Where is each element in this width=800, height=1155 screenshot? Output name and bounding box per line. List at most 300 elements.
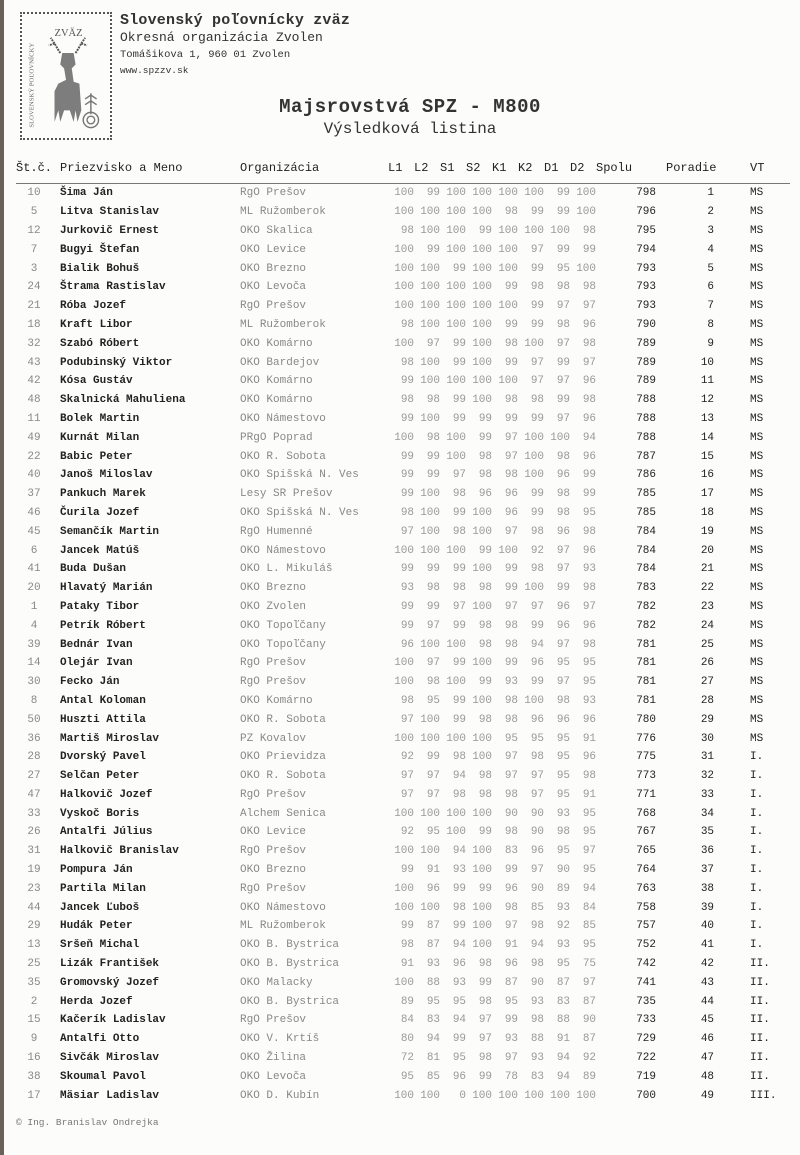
table-row: [16, 334, 790, 353]
score-k2: 99: [530, 619, 545, 632]
score-k1: 99: [504, 318, 519, 331]
competitor-name: Partila Milan: [60, 882, 146, 895]
score-d2: 98: [582, 281, 597, 294]
score-l2: 96: [426, 882, 441, 895]
start-number: 26: [27, 826, 41, 839]
organization: OKO V. Krtíš: [240, 1033, 320, 1046]
table-row: [16, 222, 790, 241]
score-s2: 100: [472, 187, 493, 200]
score-s2: 100: [472, 243, 493, 256]
organization: ML Ružomberok: [240, 206, 326, 219]
rank: 26: [700, 657, 715, 670]
score-l2: 98: [426, 582, 441, 595]
score-l1: 100: [394, 243, 415, 256]
score-l1: 98: [400, 318, 415, 331]
score-l2: 93: [426, 958, 441, 971]
score-d1: 93: [556, 807, 571, 820]
score-k1: 98: [504, 469, 519, 482]
rank: 14: [700, 431, 715, 444]
score-d2: 84: [582, 901, 597, 914]
score-d1: 95: [556, 770, 571, 783]
score-k2: 94: [530, 939, 545, 952]
score-l1: 100: [394, 807, 415, 820]
score-l2: 100: [420, 1089, 441, 1102]
organization: OKO Malacky: [240, 976, 313, 989]
score-l1: 100: [394, 676, 415, 689]
score-k1: 98: [504, 394, 519, 407]
rank: 22: [700, 582, 715, 595]
score-k2: 97: [530, 375, 545, 388]
score-l2: 83: [426, 1014, 441, 1027]
total-score: 758: [636, 901, 657, 914]
total-score: 784: [636, 544, 657, 557]
score-l1: 100: [394, 544, 415, 557]
competitor-name: Babic Peter: [60, 450, 133, 463]
score-k1: 100: [498, 544, 519, 557]
score-d2: 100: [576, 1089, 597, 1102]
rank: 31: [700, 751, 715, 764]
score-s1: 98: [452, 751, 467, 764]
score-k1: 100: [498, 187, 519, 200]
total-score: 784: [636, 525, 657, 538]
score-l1: 99: [400, 600, 415, 613]
rank: 38: [700, 882, 715, 895]
table-row: [16, 372, 790, 391]
score-k1: 97: [504, 450, 519, 463]
score-d2: 94: [582, 431, 597, 444]
score-k2: 98: [530, 563, 545, 576]
performance-class: MS: [750, 506, 764, 519]
total-score: 793: [636, 300, 657, 313]
score-s1: 100: [446, 807, 467, 820]
score-k2: 99: [530, 676, 545, 689]
score-l2: 97: [426, 657, 441, 670]
score-s1: 99: [452, 713, 467, 726]
score-k2: 99: [530, 488, 545, 501]
rank: 27: [700, 676, 715, 689]
organization: OKO Spišská N. Ves: [240, 506, 359, 519]
table-row: [16, 522, 790, 541]
col-header-s1: S1: [440, 161, 466, 184]
competitor-name: Fecko Ján: [60, 676, 120, 689]
total-score: 788: [636, 394, 657, 407]
performance-class: I.: [750, 845, 764, 858]
score-k1: 99: [504, 412, 519, 425]
rank: 35: [700, 826, 715, 839]
score-d1: 95: [556, 657, 571, 670]
score-s2: 100: [472, 356, 493, 369]
score-s2: 100: [472, 920, 493, 933]
score-k1: 98: [504, 826, 519, 839]
score-d1: 91: [556, 1033, 571, 1046]
table-row: [16, 428, 790, 447]
score-l2: 95: [426, 694, 441, 707]
score-l2: 100: [420, 262, 441, 275]
competitor-name: Jancek Ľuboš: [60, 901, 140, 914]
total-score: 798: [636, 187, 657, 200]
competitor-name: Pompura Ján: [60, 864, 133, 877]
score-k2: 100: [524, 187, 545, 200]
start-number: 30: [27, 676, 41, 689]
score-d1: 94: [556, 1070, 571, 1083]
score-s2: 100: [472, 563, 493, 576]
org-website: www.spzzv.sk: [120, 65, 189, 76]
performance-class: MS: [750, 337, 764, 350]
score-l2: 95: [426, 826, 441, 839]
score-k1: 97: [504, 751, 519, 764]
score-s1: 100: [446, 732, 467, 745]
performance-class: MS: [750, 713, 764, 726]
score-l2: 100: [420, 506, 441, 519]
document-subtitle: Výsledková listina: [323, 120, 497, 138]
table-row: [16, 504, 790, 523]
logo-text-top: ZVÄZ: [54, 27, 83, 39]
score-k2: 96: [530, 713, 545, 726]
score-l2: 99: [426, 751, 441, 764]
score-s2: 98: [478, 713, 493, 726]
score-k2: 93: [530, 1052, 545, 1065]
rank: 45: [700, 1014, 715, 1027]
score-s1: 94: [452, 845, 467, 858]
score-d2: 99: [582, 243, 597, 256]
organization: RgO Prešov: [240, 676, 307, 689]
start-number: 41: [27, 563, 41, 576]
score-d1: 99: [556, 356, 571, 369]
competitor-name: Antalfi Július: [60, 826, 153, 839]
rank: 18: [700, 506, 715, 519]
score-k2: 97: [530, 864, 545, 877]
performance-class: MS: [750, 243, 764, 256]
start-number: 22: [27, 450, 41, 463]
score-l2: 99: [426, 469, 441, 482]
table-row: [16, 710, 790, 729]
score-d1: 98: [556, 488, 571, 501]
score-l2: 100: [420, 281, 441, 294]
score-s1: 100: [446, 544, 467, 557]
col-header-l2: L2: [414, 161, 440, 184]
score-k1: 97: [504, 920, 519, 933]
score-k1: 98: [504, 901, 519, 914]
start-number: 24: [27, 281, 41, 294]
score-k1: 99: [504, 582, 519, 595]
score-d1: 98: [556, 694, 571, 707]
score-k2: 99: [530, 318, 545, 331]
organization: OKO Námestovo: [240, 544, 326, 557]
score-k2: 90: [530, 807, 545, 820]
scan-edge: [0, 0, 4, 1155]
score-s1: 99: [452, 506, 467, 519]
score-k2: 92: [530, 544, 545, 557]
col-header-l1: L1: [388, 161, 414, 184]
document-title-block: [0, 96, 800, 138]
score-d1: 97: [556, 676, 571, 689]
score-s2: 99: [478, 544, 493, 557]
score-s1: 96: [452, 1070, 467, 1083]
organization: OKO Skalica: [240, 224, 313, 237]
total-score: 776: [636, 732, 657, 745]
score-l2: 99: [426, 563, 441, 576]
total-score: 773: [636, 770, 657, 783]
score-s1: 100: [446, 638, 467, 651]
score-k1: 93: [504, 676, 519, 689]
total-score: 795: [636, 224, 657, 237]
start-number: 13: [27, 939, 41, 952]
start-number: 4: [30, 619, 38, 632]
score-s1: 99: [452, 619, 467, 632]
score-s2: 99: [478, 431, 493, 444]
performance-class: MS: [750, 318, 764, 331]
score-k1: 96: [504, 488, 519, 501]
score-s2: 99: [478, 412, 493, 425]
score-s1: 100: [446, 375, 467, 388]
score-l1: 100: [394, 657, 415, 670]
score-s2: 100: [472, 807, 493, 820]
score-l1: 100: [394, 1089, 415, 1102]
score-s2: 98: [478, 619, 493, 632]
score-s2: 96: [478, 488, 493, 501]
score-d1: 96: [556, 619, 571, 632]
score-s1: 97: [452, 469, 467, 482]
performance-class: MS: [750, 582, 764, 595]
col-header-k2: K2: [518, 161, 544, 184]
score-l2: 100: [420, 224, 441, 237]
table-row: [16, 579, 790, 598]
score-d1: 95: [556, 732, 571, 745]
score-k2: 83: [530, 1070, 545, 1083]
total-score: 785: [636, 506, 657, 519]
score-l1: 97: [400, 770, 415, 783]
score-s1: 100: [446, 450, 467, 463]
score-k2: 100: [524, 224, 545, 237]
score-s2: 97: [478, 1014, 493, 1027]
score-s2: 100: [472, 694, 493, 707]
score-s2: 98: [478, 770, 493, 783]
table-row: [16, 297, 790, 316]
competitor-name: Kraft Libor: [60, 318, 133, 331]
score-k1: 95: [504, 995, 519, 1008]
col-header-d2: D2: [570, 161, 596, 184]
score-d2: 98: [582, 770, 597, 783]
start-number: 16: [27, 1052, 41, 1065]
score-k1: 78: [504, 1070, 519, 1083]
score-d2: 85: [582, 920, 597, 933]
score-l2: 100: [420, 412, 441, 425]
competitor-name: Skoumal Pavol: [60, 1070, 146, 1083]
score-s1: 93: [452, 864, 467, 877]
organization: OKO Brezno: [240, 262, 307, 275]
score-l2: 98: [426, 394, 441, 407]
table-header-row: [16, 161, 790, 184]
organization: RgO Prešov: [240, 1014, 307, 1027]
performance-class: MS: [750, 676, 764, 689]
score-d1: 92: [556, 920, 571, 933]
competitor-name: Sršeň Michal: [60, 939, 140, 952]
organization: OKO B. Bystrica: [240, 958, 340, 971]
performance-class: II.: [750, 1033, 770, 1046]
organization: RgO Prešov: [240, 788, 307, 801]
performance-class: I.: [750, 788, 764, 801]
score-k1: 96: [504, 882, 519, 895]
organization: RgO Prešov: [240, 882, 307, 895]
performance-class: MS: [750, 224, 764, 237]
score-k1: 98: [504, 337, 519, 350]
rank: 28: [700, 694, 715, 707]
competitor-name: Čurila Jozef: [60, 506, 140, 519]
score-d1: 99: [556, 582, 571, 595]
start-number: 9: [30, 1033, 38, 1046]
rank: 42: [700, 958, 715, 971]
score-k2: 98: [530, 958, 545, 971]
score-k2: 97: [530, 788, 545, 801]
score-d2: 98: [582, 525, 597, 538]
organization: OKO Komárno: [240, 375, 313, 388]
table-row: [16, 992, 790, 1011]
competitor-name: Podubinský Viktor: [60, 356, 173, 369]
score-d1: 97: [556, 300, 571, 313]
score-k2: 90: [530, 826, 545, 839]
score-d1: 96: [556, 600, 571, 613]
score-l1: 100: [394, 337, 415, 350]
org-subtitle: Okresná organizácia Zvolen: [120, 30, 323, 45]
start-number: 23: [27, 882, 41, 895]
organization: OKO L. Mikuláš: [240, 563, 333, 576]
score-l2: 100: [420, 488, 441, 501]
organization: OKO Topoľčany: [240, 619, 326, 632]
rank: 8: [707, 318, 715, 331]
score-d1: 94: [556, 1052, 571, 1065]
score-k2: 94: [530, 638, 545, 651]
rank: 17: [700, 488, 715, 501]
score-k1: 98: [504, 206, 519, 219]
rank: 34: [700, 807, 715, 820]
start-number: 43: [27, 356, 41, 369]
table-row: [16, 240, 790, 259]
organization: Alchem Senica: [240, 807, 326, 820]
score-d2: 90: [582, 1014, 597, 1027]
score-s1: 99: [452, 1033, 467, 1046]
score-s1: 94: [452, 1014, 467, 1027]
rank: 13: [700, 412, 715, 425]
table-row: [16, 316, 790, 335]
table-row: [16, 692, 790, 711]
score-s2: 98: [478, 1052, 493, 1065]
score-k1: 97: [504, 1052, 519, 1065]
table-row: [16, 203, 790, 222]
score-d1: 99: [556, 394, 571, 407]
score-s1: 98: [452, 525, 467, 538]
score-l1: 95: [400, 1070, 415, 1083]
score-k1: 97: [504, 431, 519, 444]
rank: 11: [700, 375, 715, 388]
score-l1: 100: [394, 845, 415, 858]
score-l2: 87: [426, 939, 441, 952]
score-l1: 100: [394, 262, 415, 275]
organization: OKO Žilina: [240, 1052, 307, 1065]
score-s1: 100: [446, 431, 467, 444]
score-l1: 98: [400, 224, 415, 237]
rank: 4: [707, 243, 715, 256]
rank: 48: [700, 1070, 715, 1083]
start-number: 11: [27, 412, 41, 425]
score-k1: 98: [504, 713, 519, 726]
score-k2: 96: [530, 657, 545, 670]
performance-class: MS: [750, 206, 764, 219]
score-l2: 100: [420, 638, 441, 651]
table-row: [16, 955, 790, 974]
score-s1: 99: [452, 412, 467, 425]
performance-class: I.: [750, 882, 764, 895]
rank: 25: [700, 638, 715, 651]
start-number: 37: [27, 488, 41, 501]
rank: 12: [700, 394, 715, 407]
score-d1: 93: [556, 939, 571, 952]
competitor-name: Halkovič Jozef: [60, 788, 153, 801]
score-k2: 100: [524, 469, 545, 482]
score-k1: 93: [504, 1033, 519, 1046]
score-s2: 100: [472, 657, 493, 670]
rank: 46: [700, 1033, 715, 1046]
score-s1: 100: [446, 826, 467, 839]
competitor-name: Selčan Peter: [60, 770, 140, 783]
score-l2: 100: [420, 300, 441, 313]
score-k1: 99: [504, 356, 519, 369]
table-row: [16, 936, 790, 955]
rank: 20: [700, 544, 715, 557]
score-s1: 98: [452, 901, 467, 914]
organization: Lesy SR Prešov: [240, 488, 333, 501]
score-k1: 96: [504, 958, 519, 971]
score-k1: 87: [504, 976, 519, 989]
competitor-name: Štrama Rastislav: [60, 281, 166, 294]
score-k1: 98: [504, 619, 519, 632]
score-l1: 99: [400, 450, 415, 463]
table-row: [16, 842, 790, 861]
score-l2: 85: [426, 1070, 441, 1083]
total-score: 752: [636, 939, 657, 952]
score-d2: 98: [582, 582, 597, 595]
score-d2: 95: [582, 939, 597, 952]
start-number: 45: [27, 525, 41, 538]
score-s1: 99: [452, 394, 467, 407]
score-l1: 100: [394, 901, 415, 914]
score-d2: 96: [582, 544, 597, 557]
score-l1: 72: [400, 1052, 415, 1065]
organization: OKO Levoča: [240, 281, 307, 294]
total-score: 789: [636, 337, 657, 350]
performance-class: MS: [750, 488, 764, 501]
score-l1: 80: [400, 1033, 415, 1046]
total-score: 729: [636, 1033, 657, 1046]
performance-class: MS: [750, 356, 764, 369]
competitor-name: Bugyi Štefan: [60, 243, 140, 256]
score-l2: 94: [426, 1033, 441, 1046]
score-d1: 99: [556, 187, 571, 200]
start-number: 18: [27, 318, 41, 331]
table-row: [16, 598, 790, 617]
score-k2: 99: [530, 262, 545, 275]
competitor-name: Olejár Ivan: [60, 657, 133, 670]
table-row: [16, 786, 790, 805]
score-k1: 97: [504, 525, 519, 538]
score-l1: 100: [394, 206, 415, 219]
score-d1: 100: [550, 224, 571, 237]
total-score: 781: [636, 638, 657, 651]
score-k2: 90: [530, 882, 545, 895]
score-k2: 93: [530, 995, 545, 1008]
performance-class: MS: [750, 694, 764, 707]
col-header-s2: S2: [466, 161, 492, 184]
score-l2: 100: [420, 206, 441, 219]
